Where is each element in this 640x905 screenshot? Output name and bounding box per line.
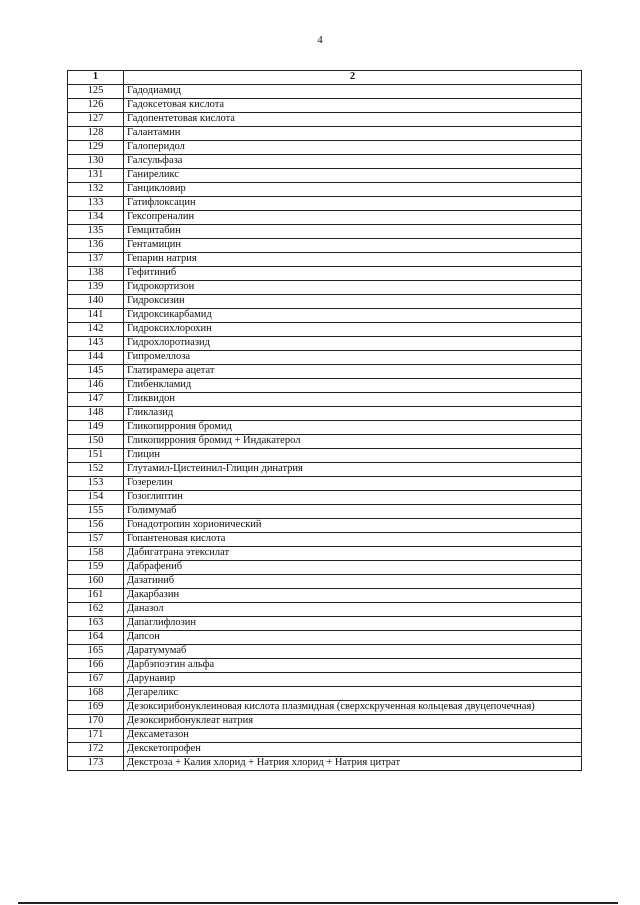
table-row <box>68 561 582 575</box>
row-number: 126 <box>68 99 124 113</box>
drug-name: Дезоксирибонуклеиновая кислота плазмидная (сверхскрученная кольцевая двуцепочечная) <box>124 701 582 715</box>
row-number: 135 <box>68 225 124 239</box>
row-number: 170 <box>68 715 124 729</box>
drug-name: Декскетопрофен <box>124 743 582 757</box>
drug-name: Гонадотропин хорионический <box>124 519 582 533</box>
table-row <box>68 127 582 141</box>
table-row <box>68 85 582 99</box>
table-row <box>68 183 582 197</box>
row-number: 132 <box>68 183 124 197</box>
row-number: 169 <box>68 701 124 715</box>
table-row <box>68 477 582 491</box>
table-row <box>68 449 582 463</box>
row-number: 150 <box>68 435 124 449</box>
row-number: 131 <box>68 169 124 183</box>
row-number: 158 <box>68 547 124 561</box>
drug-name: Декстроза + Калия хлорид + Натрия хлорид + Натрия цитрат <box>124 757 582 771</box>
table-row <box>68 379 582 393</box>
row-number: 172 <box>68 743 124 757</box>
row-number: 149 <box>68 421 124 435</box>
drug-name: Дезоксирибонуклеат натрия <box>124 715 582 729</box>
row-number: 151 <box>68 449 124 463</box>
row-number: 157 <box>68 533 124 547</box>
drug-name: Галантамин <box>124 127 582 141</box>
row-number: 161 <box>68 589 124 603</box>
table-row <box>68 421 582 435</box>
row-number: 140 <box>68 295 124 309</box>
drug-name: Глатирамера ацетат <box>124 365 582 379</box>
row-number: 143 <box>68 337 124 351</box>
drug-name: Гликопиррония бромид <box>124 421 582 435</box>
row-number: 147 <box>68 393 124 407</box>
row-number: 173 <box>68 757 124 771</box>
drug-name: Галоперидол <box>124 141 582 155</box>
drug-name: Гопантеновая кислота <box>124 533 582 547</box>
table-row <box>68 645 582 659</box>
drug-name: Глутамил-Цистеинил-Глицин динатрия <box>124 463 582 477</box>
row-number: 163 <box>68 617 124 631</box>
drug-name: Дакарбазин <box>124 589 582 603</box>
row-number: 144 <box>68 351 124 365</box>
table-row <box>68 519 582 533</box>
drug-name: Гликвидон <box>124 393 582 407</box>
row-number: 139 <box>68 281 124 295</box>
row-number: 145 <box>68 365 124 379</box>
row-number: 142 <box>68 323 124 337</box>
row-number: 153 <box>68 477 124 491</box>
row-number: 167 <box>68 673 124 687</box>
column-header-number: 1 <box>68 71 124 85</box>
table-row <box>68 729 582 743</box>
table-row <box>68 267 582 281</box>
row-number: 165 <box>68 645 124 659</box>
row-number: 137 <box>68 253 124 267</box>
row-number: 146 <box>68 379 124 393</box>
drug-name: Дабрафениб <box>124 561 582 575</box>
table-row <box>68 547 582 561</box>
table-row <box>68 407 582 421</box>
table-row <box>68 757 582 771</box>
row-number: 156 <box>68 519 124 533</box>
drug-name: Гипромеллоза <box>124 351 582 365</box>
table-row <box>68 113 582 127</box>
row-number: 133 <box>68 197 124 211</box>
table-row <box>68 673 582 687</box>
drug-name: Гексопреналин <box>124 211 582 225</box>
table-row <box>68 701 582 715</box>
row-number: 154 <box>68 491 124 505</box>
table-row <box>68 197 582 211</box>
table-row <box>68 225 582 239</box>
drug-name: Ганцикловир <box>124 183 582 197</box>
table-row <box>68 351 582 365</box>
drug-list-table <box>67 70 582 771</box>
row-number: 130 <box>68 155 124 169</box>
drug-name: Дарунавир <box>124 673 582 687</box>
row-number: 125 <box>68 85 124 99</box>
row-number: 127 <box>68 113 124 127</box>
table-row <box>68 631 582 645</box>
table-row <box>68 715 582 729</box>
row-number: 162 <box>68 603 124 617</box>
drug-name: Гидроксихлорохин <box>124 323 582 337</box>
drug-name: Гозерелин <box>124 477 582 491</box>
column-header-name: 2 <box>124 71 582 85</box>
table-row <box>68 393 582 407</box>
table-row <box>68 337 582 351</box>
drug-name: Голимумаб <box>124 505 582 519</box>
drug-name: Гемцитабин <box>124 225 582 239</box>
table-row <box>68 211 582 225</box>
row-number: 159 <box>68 561 124 575</box>
table-row <box>68 253 582 267</box>
drug-name: Гепарин натрия <box>124 253 582 267</box>
drug-name: Гатифлоксацин <box>124 197 582 211</box>
table-row <box>68 575 582 589</box>
row-number: 171 <box>68 729 124 743</box>
table-row <box>68 169 582 183</box>
table-row <box>68 323 582 337</box>
drug-name: Даратумумаб <box>124 645 582 659</box>
table-row <box>68 281 582 295</box>
table-row <box>68 141 582 155</box>
drug-name: Гликлазид <box>124 407 582 421</box>
table-row <box>68 659 582 673</box>
drug-name: Гадоксетовая кислота <box>124 99 582 113</box>
row-number: 134 <box>68 211 124 225</box>
row-number: 136 <box>68 239 124 253</box>
drug-name: Дарбэпоэтин альфа <box>124 659 582 673</box>
drug-name: Ганиреликс <box>124 169 582 183</box>
drug-name: Гидрохлоротиазид <box>124 337 582 351</box>
drug-name: Гидроксикарбамид <box>124 309 582 323</box>
drug-name: Гидрокортизон <box>124 281 582 295</box>
table-row <box>68 687 582 701</box>
table-row <box>68 435 582 449</box>
table-row <box>68 155 582 169</box>
table-row <box>68 365 582 379</box>
drug-name: Галсульфаза <box>124 155 582 169</box>
drug-name: Глибенкламид <box>124 379 582 393</box>
drug-name: Гадопентетовая кислота <box>124 113 582 127</box>
table-row <box>68 589 582 603</box>
drug-name: Гентамицин <box>124 239 582 253</box>
drug-name: Глицин <box>124 449 582 463</box>
drug-name: Дапсон <box>124 631 582 645</box>
table-header-row <box>68 71 582 85</box>
drug-name: Гадодиамид <box>124 85 582 99</box>
drug-name: Дабигатрана этексилат <box>124 547 582 561</box>
row-number: 128 <box>68 127 124 141</box>
row-number: 160 <box>68 575 124 589</box>
table-row <box>68 743 582 757</box>
row-number: 141 <box>68 309 124 323</box>
table-row <box>68 99 582 113</box>
bottom-rule <box>18 902 618 904</box>
drug-name: Гефитиниб <box>124 267 582 281</box>
table-row <box>68 295 582 309</box>
row-number: 164 <box>68 631 124 645</box>
row-number: 148 <box>68 407 124 421</box>
row-number: 152 <box>68 463 124 477</box>
table-row <box>68 463 582 477</box>
row-number: 138 <box>68 267 124 281</box>
drug-name: Гидроксизин <box>124 295 582 309</box>
row-number: 166 <box>68 659 124 673</box>
table-row <box>68 239 582 253</box>
drug-name: Гликопиррония бромид + Индакатерол <box>124 435 582 449</box>
drug-name: Даназол <box>124 603 582 617</box>
row-number: 168 <box>68 687 124 701</box>
table-row <box>68 617 582 631</box>
drug-name: Дегареликс <box>124 687 582 701</box>
table-row <box>68 309 582 323</box>
row-number: 155 <box>68 505 124 519</box>
table-row <box>68 505 582 519</box>
drug-name: Гозоглиптин <box>124 491 582 505</box>
table-row <box>68 533 582 547</box>
table-row <box>68 603 582 617</box>
table-row <box>68 491 582 505</box>
drug-name: Дазатиниб <box>124 575 582 589</box>
drug-name: Дапаглифлозин <box>124 617 582 631</box>
drug-name: Дексаметазон <box>124 729 582 743</box>
row-number: 129 <box>68 141 124 155</box>
page-number: 4 <box>317 34 323 46</box>
